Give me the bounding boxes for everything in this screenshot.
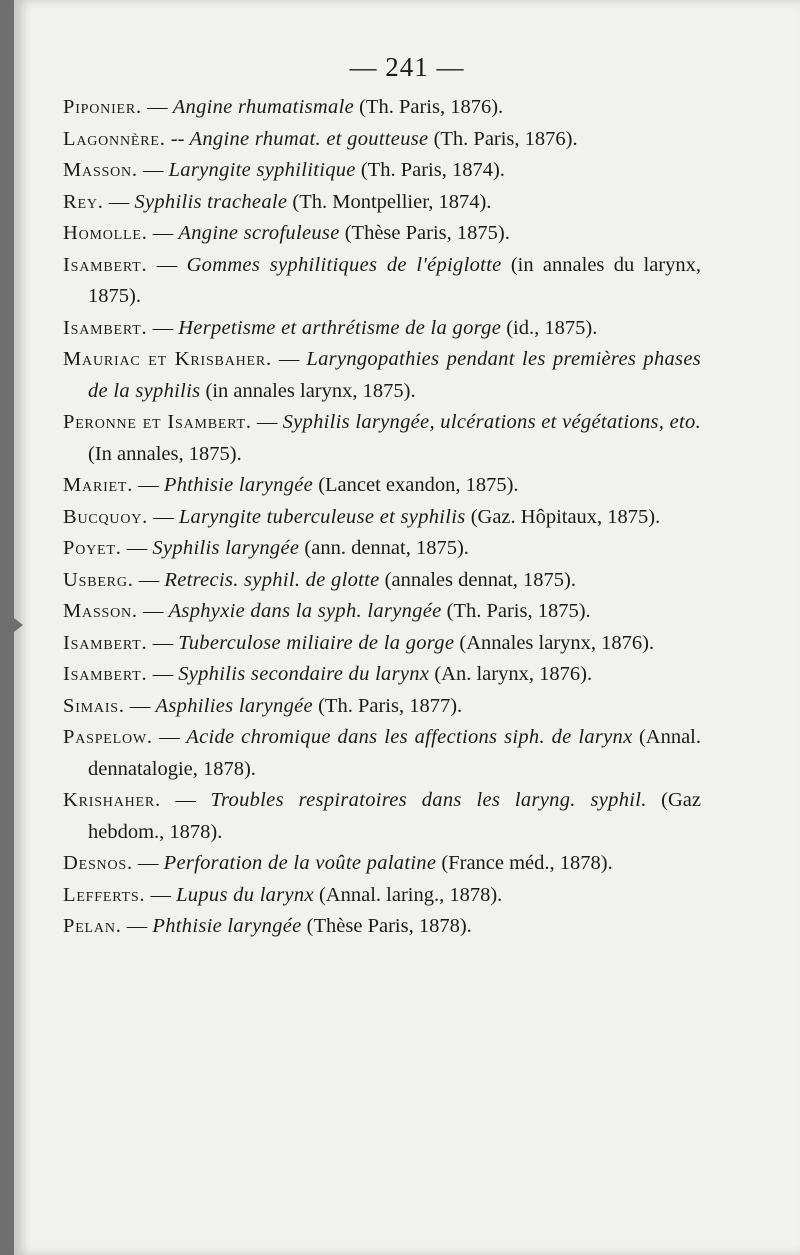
entry-title: Asphilies laryngée	[155, 694, 313, 717]
bibliography-entry	[63, 565, 701, 597]
bibliography-entry	[63, 250, 701, 313]
entry-separator: —	[103, 190, 135, 213]
entry-title: Laryngite tuberculeuse et syphilis	[178, 505, 466, 528]
entry-details: (Lancet exandon, 1875).	[313, 474, 519, 496]
bibliography-entry	[63, 691, 701, 723]
entry-separator: —	[160, 789, 211, 811]
bibliography-entry	[63, 911, 701, 943]
entry-title: Troubles respiratoires dans les laryng. syphil.	[210, 789, 647, 811]
entry-details: (Gaz. Hôpitaux, 1875).	[465, 505, 661, 528]
bibliography-entry	[63, 155, 701, 187]
entry-separator: —	[124, 694, 156, 717]
entry-details: (in annales du larynx, 1875).	[88, 253, 702, 307]
entry-separator: --	[165, 127, 190, 150]
bibliography-entry	[63, 596, 701, 628]
entry-separator: —	[251, 411, 283, 433]
entry-title: Syphilis secondaire du larynx	[178, 663, 430, 685]
entry-author: Simais.	[63, 694, 125, 717]
entry-separator: —	[141, 96, 173, 118]
entry-separator: —	[137, 159, 169, 181]
entry-author: Masson.	[63, 159, 138, 181]
entry-separator: —	[133, 568, 165, 591]
entry-author: Pelan.	[63, 915, 122, 937]
bibliography-entry	[63, 92, 701, 124]
entry-details: (In annales, 1875).	[88, 442, 242, 465]
entry-separator: —	[121, 915, 153, 937]
bibliography-entry	[63, 124, 701, 156]
entry-details: (Th. Montpellier, 1874).	[287, 190, 492, 213]
entry-title: Syphilis laryngée, ulcérations et végétations, eto.	[282, 411, 702, 433]
entry-title: Syphilis laryngée	[152, 537, 300, 559]
entry-separator: —	[133, 474, 164, 496]
bibliography-entry	[63, 187, 701, 219]
bibliography-entry	[63, 407, 701, 470]
entry-author: Homolle.	[63, 222, 148, 244]
entry-title: Phthisie laryngée	[152, 915, 302, 937]
entry-author: Peronne et Isambert.	[63, 411, 252, 433]
bibliography-entry	[63, 785, 701, 848]
entry-title: Gommes syphilitiques de l'épiglotte	[186, 253, 502, 276]
entry-title: Phthisie laryngée	[163, 474, 314, 496]
entry-author: Isambert.	[63, 253, 148, 276]
entry-author: Lagonnère.	[63, 127, 166, 150]
entry-author: Masson.	[63, 600, 138, 622]
entry-separator: —	[152, 726, 187, 748]
entry-separator: —	[147, 253, 187, 276]
entry-author: Rey.	[63, 190, 104, 213]
entry-author: Isambert.	[63, 663, 148, 685]
entry-author: Krishaher.	[63, 789, 161, 811]
bibliography-entry	[63, 470, 701, 502]
entry-separator: —	[137, 600, 169, 622]
entry-title: Angine rhumat. et goutteuse	[189, 127, 429, 150]
entry-separator: —	[147, 631, 179, 654]
entry-title: Angine rhumatismale	[172, 96, 354, 118]
entry-details: (Annal. laring., 1878).	[313, 883, 503, 906]
entry-separator: —	[145, 883, 177, 906]
entry-title: Syphilis tracheale	[134, 190, 288, 213]
entry-details: (Th. Paris, 1876).	[428, 127, 578, 150]
entry-details: (Thèse Paris, 1875).	[339, 222, 510, 244]
bibliography-entry	[63, 218, 701, 250]
entry-separator: —	[132, 852, 164, 874]
bibliography-list	[63, 92, 701, 943]
bibliography-entry	[63, 880, 701, 912]
entry-details: (in annales larynx, 1875).	[200, 379, 416, 402]
page-number: — 241 —	[349, 52, 465, 82]
entry-author: Piponier.	[63, 96, 142, 118]
entry-separator: —	[147, 316, 179, 339]
entry-details: (Gaz hebdom., 1878).	[88, 789, 701, 843]
entry-details: (Thèse Paris, 1878).	[301, 915, 472, 937]
entry-title: Acide chromique dans les affections siph. de larynx	[186, 726, 633, 748]
entry-author: Usberg.	[63, 568, 134, 591]
bibliography-entry	[63, 533, 701, 565]
entry-author: Mauriac et Krisbaher.	[63, 348, 272, 370]
entry-separator: —	[148, 505, 179, 528]
bibliography-entry	[63, 344, 701, 407]
entry-details: (Th. Paris, 1874).	[355, 159, 505, 181]
entry-title: Laryngopathies pendant les premières phases de la syphilis	[88, 348, 702, 402]
bibliography-entry	[63, 722, 701, 785]
entry-author: Isambert.	[63, 631, 148, 654]
entry-details: (Th. Paris, 1877).	[312, 694, 463, 717]
entry-title: Asphyxie dans la syph. laryngée	[168, 600, 442, 622]
entry-author: Paspelow.	[63, 726, 153, 748]
entry-title: Retrecis. syphil. de glotte	[164, 568, 380, 591]
entry-separator: —	[147, 663, 179, 685]
entry-author: Lefferts.	[63, 883, 146, 906]
entry-details: (Annal. dennatalogie, 1878).	[88, 726, 701, 780]
bibliography-entry	[63, 502, 701, 534]
entry-title: Lupus du larynx	[176, 883, 314, 906]
bibliography-entry	[63, 659, 701, 691]
bibliography-entry	[63, 628, 701, 660]
entry-title: Herpetisme et arthrétisme de la gorge	[178, 316, 502, 339]
entry-author: Desnos.	[63, 852, 133, 874]
entry-details: (annales dennat, 1875).	[379, 568, 576, 591]
entry-separator: —	[121, 537, 153, 559]
entry-details: (Annales larynx, 1876).	[454, 631, 655, 654]
entry-details: (An. larynx, 1876).	[429, 663, 593, 685]
entry-author: Poyet.	[63, 537, 122, 559]
bibliography-entry	[63, 848, 701, 880]
entry-separator: —	[147, 222, 179, 244]
entry-title: Perforation de la voûte palatine	[163, 852, 437, 874]
page-edge-notch	[14, 618, 23, 632]
entry-details: (Th. Paris, 1875).	[441, 600, 591, 622]
bibliography-entry	[63, 313, 701, 345]
entry-separator: —	[271, 348, 307, 370]
entry-title: Laryngite syphilitique	[168, 159, 356, 181]
entry-title: Angine scrofuleuse	[178, 222, 340, 244]
entry-author: Isambert.	[63, 316, 148, 339]
entry-title: Tuberculose miliaire de la gorge	[178, 631, 455, 654]
entry-details: (ann. dennat, 1875).	[299, 537, 469, 559]
entry-details: (France méd., 1878).	[436, 852, 613, 874]
entry-details: (id., 1875).	[501, 316, 598, 339]
book-page	[14, 0, 800, 1255]
entry-author: Mariet.	[63, 474, 134, 496]
entry-details: (Th. Paris, 1876).	[353, 96, 504, 118]
entry-author: Bucquoy.	[63, 505, 149, 528]
